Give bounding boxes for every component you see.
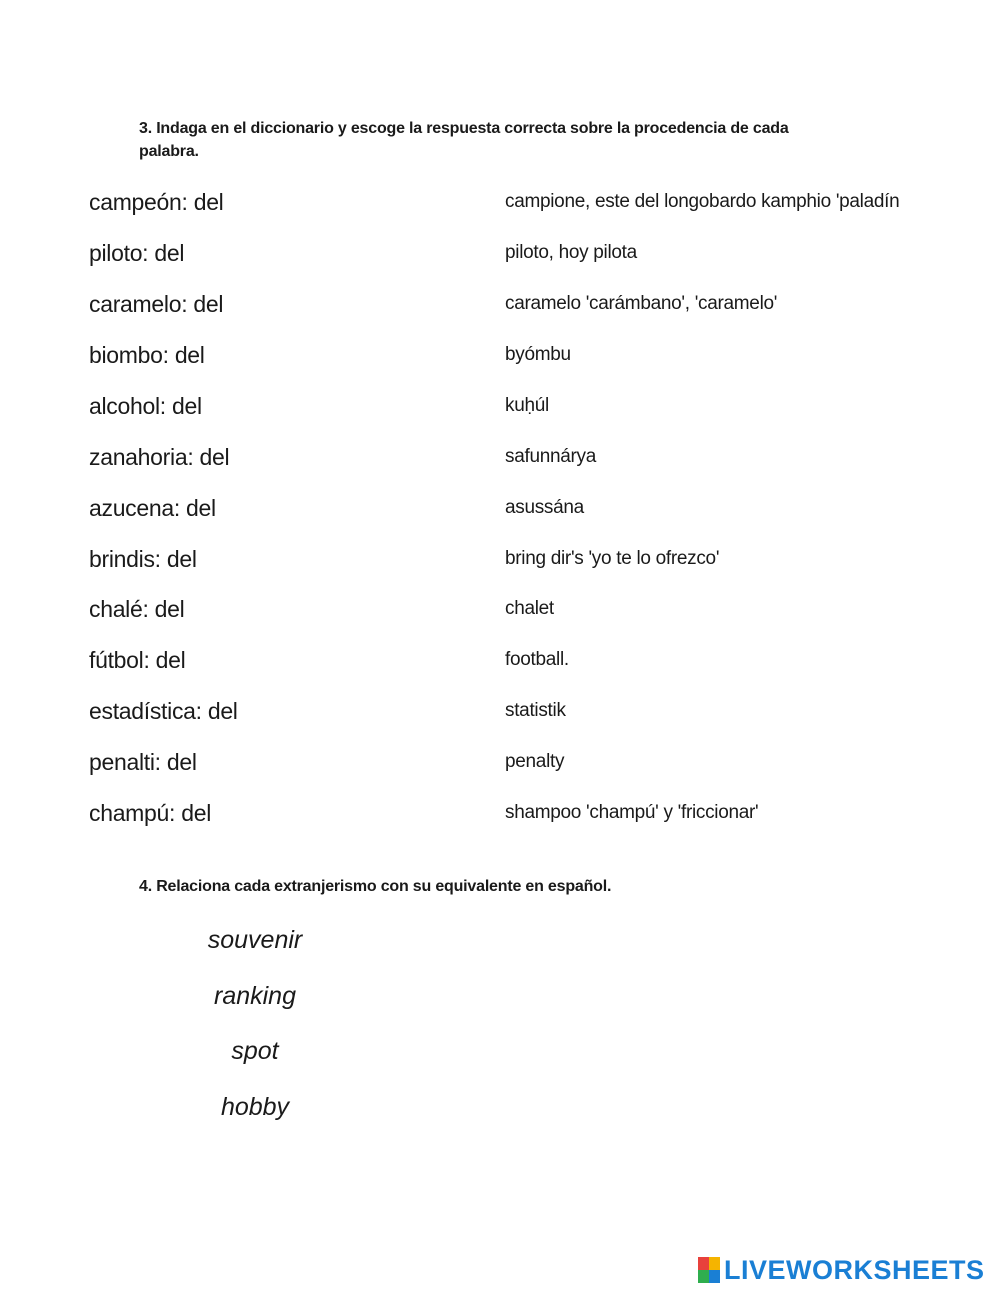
liveworksheets-brand (698, 1255, 985, 1285)
word-label: fútbol: del (89, 647, 186, 673)
word-origin-row (0, 493, 1000, 533)
word-label: caramelo: del (89, 291, 224, 317)
foreign-word-spot[interactable]: spot (231, 1037, 279, 1065)
word-origin-row (0, 696, 1000, 736)
logo-block (709, 1257, 720, 1270)
word-origin-row (0, 645, 1000, 685)
word-origin-row (0, 340, 1000, 380)
word-label: brindis: del (89, 546, 197, 572)
question-3-heading (139, 117, 839, 163)
origin-answer[interactable]: caramelo 'carámbano', 'caramelo' (505, 293, 778, 314)
foreign-word-ranking[interactable]: ranking (214, 982, 296, 1010)
brand-name: LIVEWORKSHEETS (724, 1254, 985, 1285)
origin-answer[interactable]: piloto, hoy pilota (505, 242, 637, 263)
foreign-word-hobby[interactable]: hobby (220, 1093, 290, 1121)
word-label: penalti: del (89, 749, 197, 775)
word-origin-row (0, 544, 1000, 584)
origin-answer[interactable]: penalty (505, 751, 565, 772)
word-label: zanahoria: del (89, 444, 230, 470)
word-label: chalé: del (89, 596, 185, 622)
logo-block (698, 1257, 709, 1270)
word-origin-row (0, 289, 1000, 329)
word-label: piloto: del (89, 240, 185, 266)
origin-answer[interactable]: bring dir's 'yo te lo ofrezco' (505, 548, 720, 569)
word-label: champú: del (89, 800, 211, 826)
word-label: biombo: del (89, 342, 205, 368)
word-origin-row (0, 391, 1000, 431)
word-label: alcohol: del (89, 393, 202, 419)
word-label: campeón: del (89, 189, 224, 215)
word-origin-row (0, 442, 1000, 482)
origin-answer[interactable]: asussána (505, 497, 584, 518)
origin-answer[interactable]: shampoo 'champú' y 'friccionar' (505, 802, 759, 823)
word-origin-row (0, 594, 1000, 634)
origin-answer[interactable]: kuḥúl (505, 395, 549, 416)
word-origin-row (0, 238, 1000, 278)
question-3-heading-line-1: 3. Indaga en el diccionario y escoge la respuesta correcta sobre la procedencia de cada (139, 120, 789, 137)
question-3-heading-line-2: palabra. (139, 143, 199, 160)
origin-answer[interactable]: byómbu (505, 344, 571, 365)
liveworksheets-logo-icon (698, 1257, 720, 1283)
word-origin-row (0, 187, 1000, 227)
origin-answer[interactable]: safunnárya (505, 446, 597, 467)
origin-answer[interactable]: chalet (505, 598, 554, 619)
word-origin-row (0, 747, 1000, 787)
word-label: estadística: del (89, 698, 238, 724)
logo-block (709, 1270, 720, 1283)
question-4-heading: 4. Relaciona cada extranjerismo con su equivalente en español. (139, 878, 612, 895)
origin-answer[interactable]: campione, este del longobardo kamphio 'paladín (505, 191, 900, 212)
word-origin-row (0, 798, 1000, 838)
origin-answer[interactable]: statistik (505, 700, 566, 721)
word-label: azucena: del (89, 495, 216, 521)
logo-block (698, 1270, 709, 1283)
foreign-word-souvenir[interactable]: souvenir (207, 926, 303, 954)
origin-answer[interactable]: football. (505, 649, 569, 670)
